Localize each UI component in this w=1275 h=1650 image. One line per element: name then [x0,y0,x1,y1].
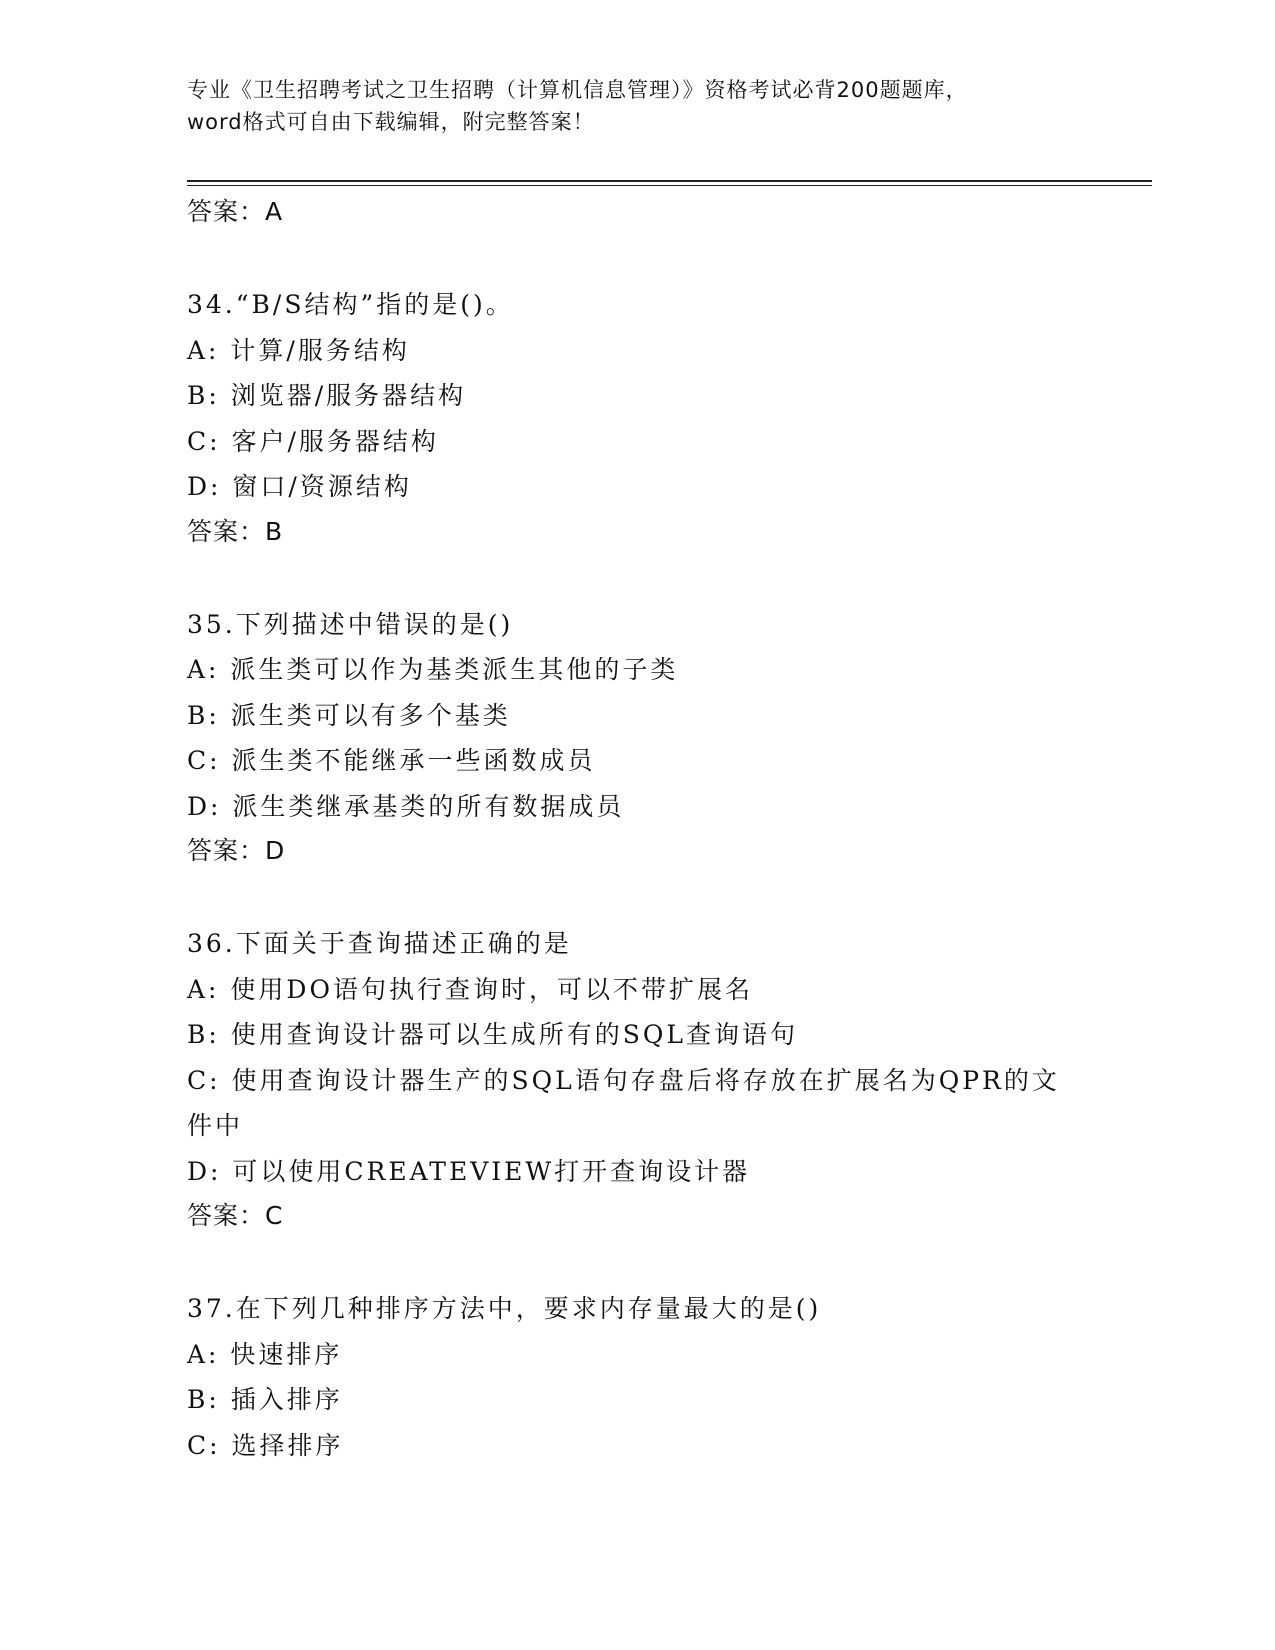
answer-line: 答案：D [187,836,286,865]
option-c: C: 派生类不能继承一些函数成员 [187,746,596,775]
option-a: A: 计算/服务结构 [187,335,410,365]
option-a: A: 快速排序 [187,1339,343,1369]
question-text: 34.“B/S结构”指的是()。 [187,290,514,319]
option-b: B: 插入排序 [187,1385,343,1414]
header-line-1: 专业《卫生招聘考试之卫生招聘（计算机信息管理）》资格考试必背200题题库， [187,78,968,102]
answer-line: 答案：A [187,197,284,226]
question-36 [187,921,1087,1238]
option-d: D: 可以使用CREATEVIEW打开查询设计器 [187,1156,751,1186]
question-text: 35.下列描述中错误的是() [187,609,514,639]
option-c: C: 使用查询设计器生产的SQL语句存盘后将存放在扩展名为QPR的文件中 [187,1065,1060,1140]
question-34 [187,282,1087,554]
answer-line: 答案：B [187,516,284,546]
option-a: A: 使用DO语句执行查询时，可以不带扩展名 [187,974,753,1004]
header-divider-thin [187,185,1152,186]
header-divider [187,180,1152,182]
option-b: B: 浏览器/服务器结构 [187,381,467,410]
question-text: 36.下面关于查询描述正确的是 [187,929,572,958]
option-b: B: 使用查询设计器可以生成所有的SQL查询语句 [187,1020,798,1049]
option-d: D: 派生类继承基类的所有数据成员 [187,791,625,821]
question-35 [187,602,1087,874]
question-37 [187,1286,1087,1468]
answer-line: 答案：C [187,1201,284,1230]
option-a: A: 派生类可以作为基类派生其他的子类 [187,655,679,684]
option-c: C: 选择排序 [187,1430,344,1460]
document-header [187,74,1087,138]
header-line-2: word格式可自由下载编辑，附完整答案！ [187,110,595,134]
option-b: B: 派生类可以有多个基类 [187,700,511,730]
question-list [187,190,1087,1468]
option-d: D: 窗口/资源结构 [187,472,412,501]
question-text: 37.在下列几种排序方法中，要求内存量最大的是() [187,1294,822,1323]
option-c: C: 客户/服务器结构 [187,426,439,456]
